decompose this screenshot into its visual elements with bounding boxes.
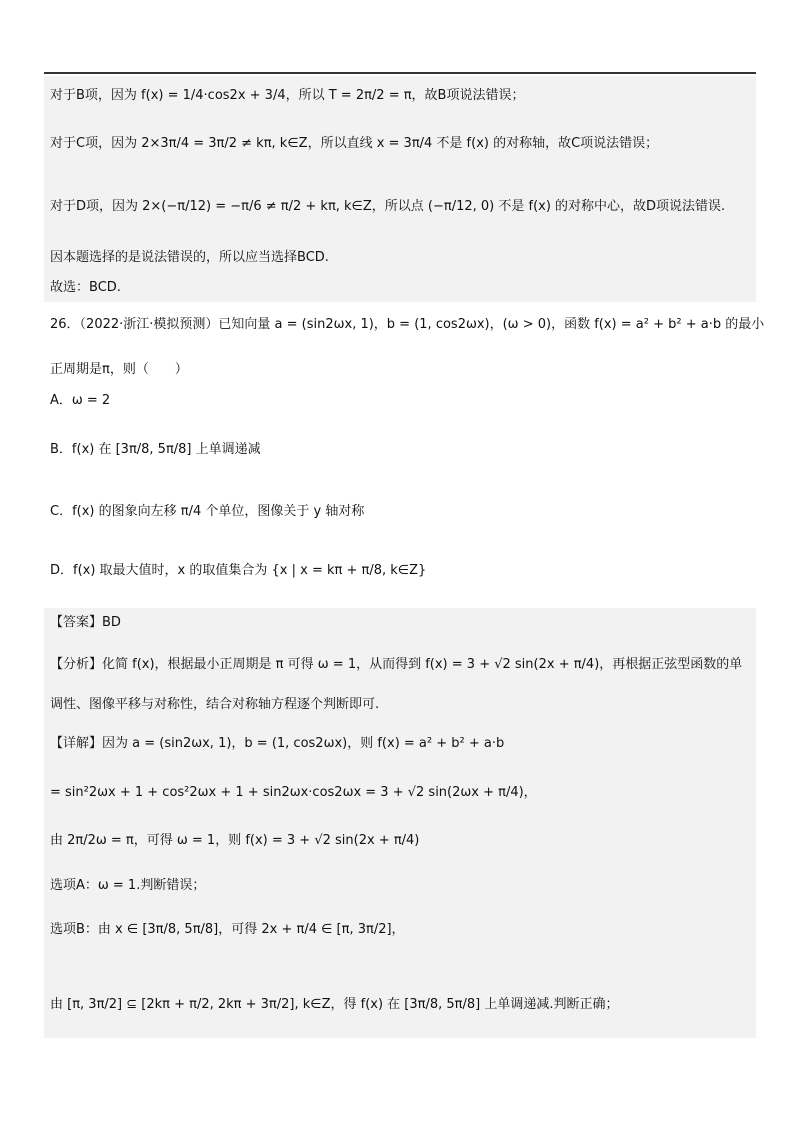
option-a: A．ω = 2: [50, 393, 111, 408]
solution-line-d: 对于D项，因为 2×(−π/12) = −π/6 ≠ π/2 + kπ, k∈Z，所以点 (−π/12, 0) 不是 f(x) 的对称中心，故D项说法错误.: [50, 199, 726, 214]
solution-conclusion: 因本题选择的是说法错误的，所以应当选择BCD.: [50, 250, 329, 265]
problem-stem-line1: 26．（2022·浙江·模拟预测）已知向量 a = (sin2ωx, 1)，b = (1, cos2ωx)，(ω > 0)，函数 f(x) = a² + b² + a·b 的最小: [50, 317, 765, 332]
header-rule: [44, 72, 756, 74]
detail-line1: 【详解】因为 a = (sin2ωx, 1)，b = (1, cos2ωx)，则 f(x) = a² + b² + a·b: [50, 736, 505, 751]
solution-line-b: 对于B项，因为 f(x) = 1/4·cos2x + 3/4，所以 T = 2π/2 = π，故B项说法错误；: [50, 88, 525, 103]
option-d: D．f(x) 取最大值时，x 的取值集合为 {x | x = kπ + π/8, k∈Z}: [50, 563, 427, 578]
problem-stem-line2: 正周期是π，则（ ）: [50, 362, 188, 377]
previous-solution-block: [44, 76, 756, 302]
detail-line6: 由 [π, 3π/2] ⊆ [2kπ + π/2, 2kπ + 3π/2], k∈Z，得 f(x) 在 [3π/8, 5π/8] 上单调递减.判断正确；: [50, 997, 619, 1012]
analysis-line1: 【分析】化简 f(x)，根据最小正周期是 π 可得 ω = 1，从而得到 f(x) = 3 + √2 sin(2x + π/4)，再根据正弦型函数的单: [50, 657, 743, 672]
analysis-line2: 调性、图像平移与对称性，结合对称轴方程逐个判断即可.: [50, 697, 380, 712]
solution-answer-line: 故选：BCD.: [50, 280, 121, 295]
detail-line3: 由 2π/2ω = π，可得 ω = 1，则 f(x) = 3 + √2 sin(2x + π/4): [50, 833, 420, 848]
detail-line4: 选项A：ω = 1.判断错误；: [50, 878, 206, 893]
option-c: C．f(x) 的图象向左移 π/4 个单位，图像关于 y 轴对称: [50, 504, 365, 519]
option-b: B．f(x) 在 [3π/8, 5π/8] 上单调递减: [50, 442, 261, 457]
answer-label: 【答案】BD: [50, 615, 121, 630]
detail-line5: 选项B：由 x ∈ [3π/8, 5π/8]，可得 2x + π/4 ∈ [π, 3π/2]，: [50, 922, 405, 937]
detail-line2: = sin²2ωx + 1 + cos²2ωx + 1 + sin2ωx·cos2ωx = 3 + √2 sin(2ωx + π/4)，: [50, 785, 537, 800]
solution-line-c: 对于C项，因为 2×3π/4 = 3π/2 ≠ kπ, k∈Z，所以直线 x = 3π/4 不是 f(x) 的对称轴，故C项说法错误；: [50, 136, 659, 151]
